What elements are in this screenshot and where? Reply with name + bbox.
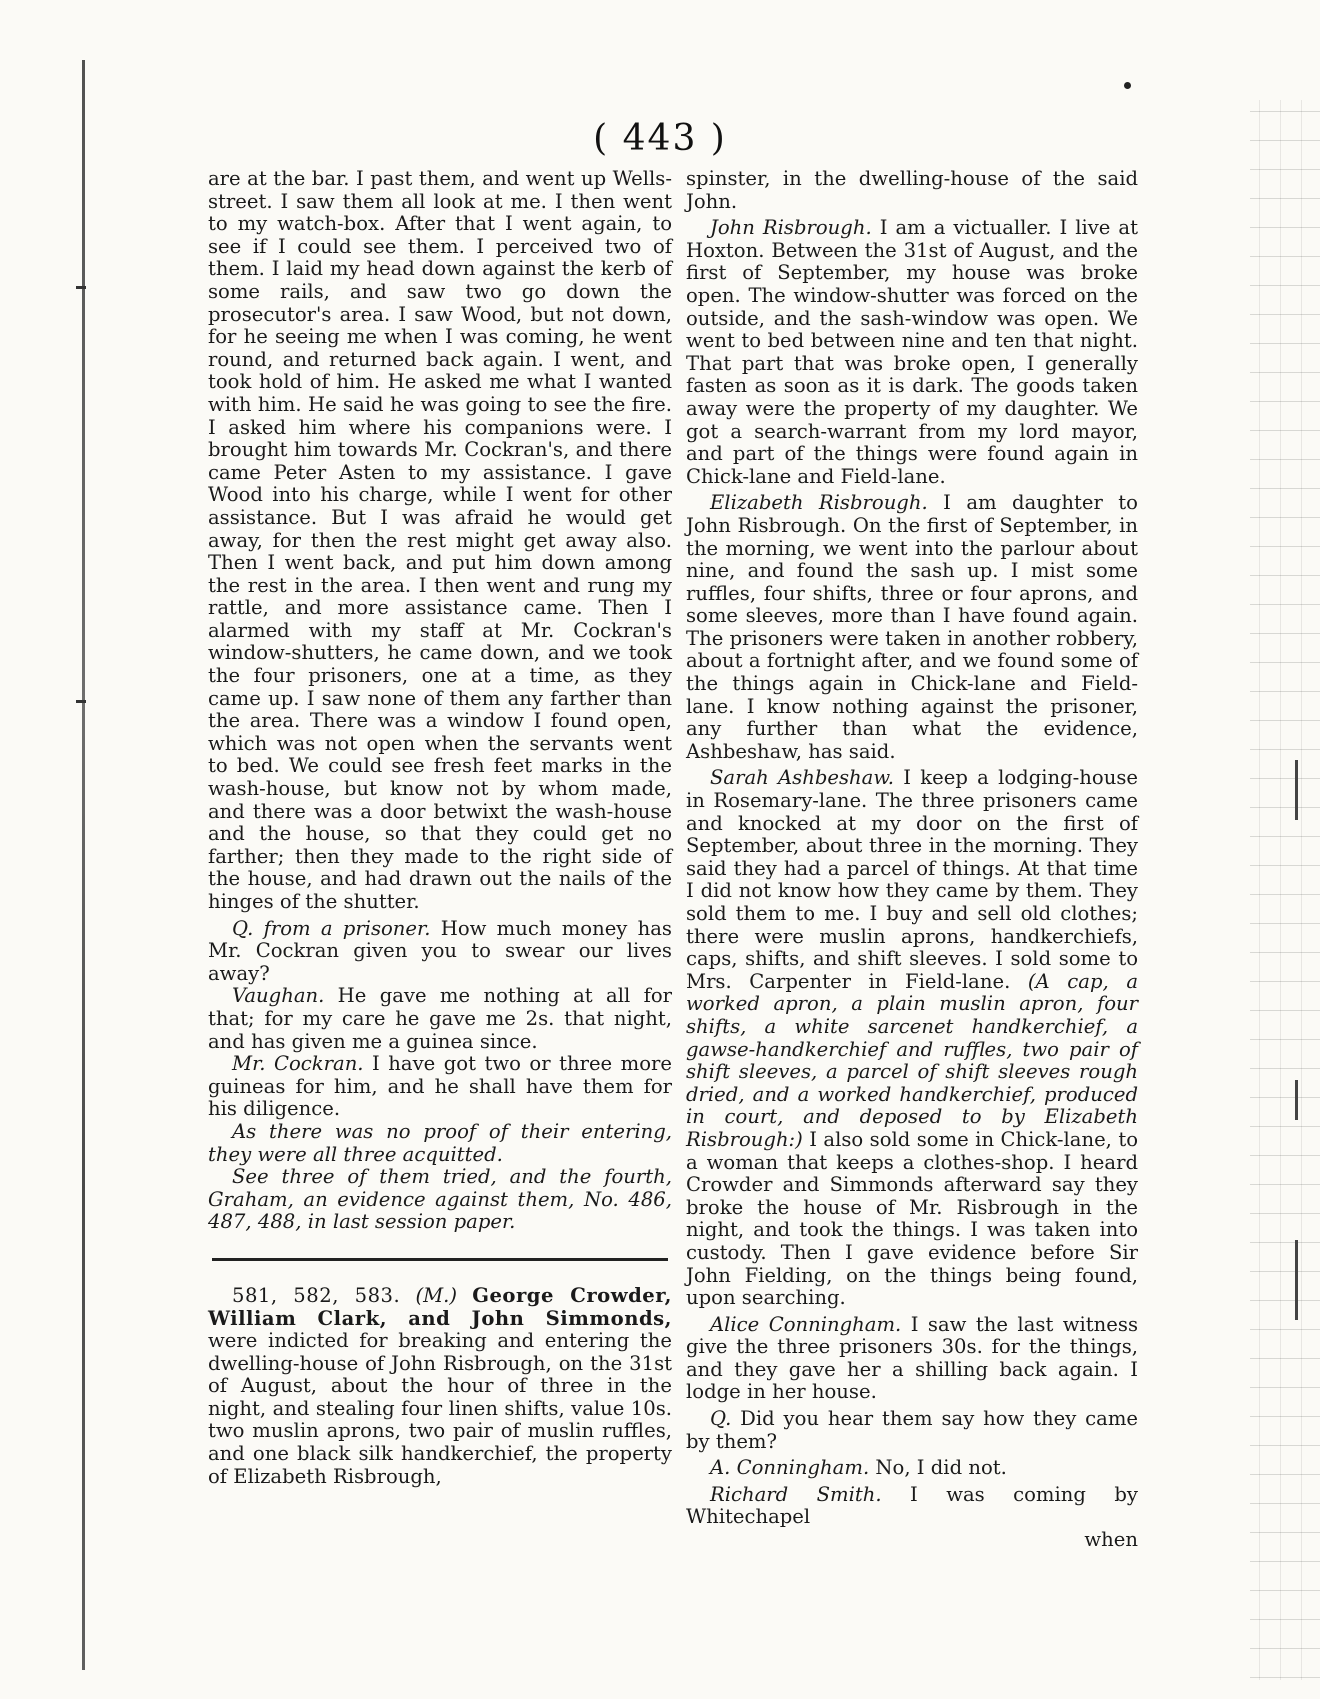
indictment-text: were indicted for breaking and entering the dwelling-house of John Risbrough, on the 31st of August, about the hour of three in the night, and stealing four linen shifts, value 10s. two muslin aprons, two pair of muslin ruffles, and one black silk handkerchief, the property of Elizabeth Risbrough, [208,1329,672,1488]
testimony-paragraph [208,918,672,986]
page-edge-scan-noise [1250,100,1320,1680]
speaker-name: John Risbrough. [710,216,872,240]
binding-shadow-line [82,60,85,1670]
catchword: when [1084,1528,1138,1552]
testimony-text: I have got two or three more guineas for him, and he shall have them for his diligence. [208,1052,672,1121]
testimony-text: I also sold some in Chick-lane, to a woman that keeps a clothes-shop. I heard Crowder and Simmonds afterward say they broke the house of Mr. Risbrough in the night, and took the things. I was taken into custody. Then I gave evidence before Sir John Fielding, on the things being found, upon searching. [686,1127,1138,1310]
testimony-text: I am a victualler. I live at Hoxton. Between the 31st of August, and the first of September, my house was broke open. The window-shutter was forced on the outside, and the sash-window was open. We went to bed between nine and ten that night. That part that was broke open, I generally fasten as soon as it is dark. The goods taken away were the property of my daughter. We got a search-warrant from my lord mayor, and part of the things were found again in Chick-lane and Field-lane. [686,216,1138,488]
testimony-text: He gave me nothing at all for that; for my care he gave me 2s. that night, and has given me a guinea since. [208,984,672,1053]
defendant-names: George Crowder, William Clark, and John Simmonds, [208,1283,672,1330]
testimony-paragraph [686,767,1138,1309]
page-edge-mark [1295,1080,1298,1120]
testimony-paragraph [208,985,672,1053]
testimony-paragraph [686,1484,1138,1529]
verdict-note: As there was no proof of their entering, they were all three acquitted. [208,1119,672,1166]
case-numbers: 581, 582, 583. [232,1283,401,1307]
testimony-text: No, I did not. [869,1456,1007,1480]
testimony-paragraph: spinster, in the dwelling-house of the said John. [686,167,1138,213]
margin-mark [76,286,86,289]
testimony-paragraph [686,217,1138,488]
exhibit-list: (A cap, a worked apron, a plain muslin apron, four shifts, a white sarcenet handkerchief, a gawse-handkerchief and ruffles, two pair of shift sleeves, a parcel of shift sleeves rough dried, and a worked handkerchief, produced in court, and deposed to by Elizabeth Risbrough:) [686,969,1138,1151]
section-divider [212,1258,668,1261]
speaker-name: Richard Smith. [710,1482,882,1506]
speaker-name: Elizabeth Risbrough. [710,491,928,515]
speaker-name: Sarah Ashbeshaw. [710,766,895,790]
testimony-text: I keep a lodging-house in Rosemary-lane. The three prisoners came and knocked at my door on the first of September, about three in the morning. They said they had a parcel of things. At that time I did not know how they came by them. They sold them to me. I buy and sell old clothes; there were muslin aprons, handkerchiefs, caps, shifts, and shift sleeves. I sold some to Mrs. Carpenter in Field-lane. [686,766,1138,993]
testimony-paragraph [686,1408,1138,1453]
testimony-paragraph [686,1457,1138,1480]
testimony-text: How much money has Mr. Cockran given you to swear our lives away? [208,916,672,985]
cross-reference-note: See three of them tried, and the fourth, Graham, an evidence against them, No. 486, 487, 488, in last session paper. [208,1165,672,1234]
speaker-name: Vaughan. [232,984,325,1008]
page-edge-mark [1295,1240,1298,1320]
testimony-paragraph [686,492,1138,763]
testimony-text: I saw the last witness give the three prisoners 30s. for the things, and they gave her a shilling back again. I lodge in her house. [686,1312,1139,1404]
testimony-paragraph [686,1314,1138,1404]
speaker-name: Alice Conningham. [710,1312,902,1336]
speaker-name: Mr. Cockran. [232,1052,364,1076]
testimony-paragraph: are at the bar. I past them, and went up Wells-street. I saw them all look at me. I then went to my watch-box. After that I went again, to see if I could see them. I perceived two of them. I laid my head down against the kerb of some rails, and saw two go down the prosecutor's area. I saw Wood, but not down, for he seeing me when I was coming, he went round, and returned back again. I went, and took hold of him. He asked me what I wanted with him. He said he was going to see the fire. I asked him where his companions were. I brought him towards Mr. Cockran's, and there came Peter Asten to my assistance. I gave Wood into his charge, while I went for other assistance. But I was afraid he would get away, for then the rest might get away also. Then I went back, and put him down among the rest in the area. I then went and rung my rattle, and more assistance came. Then I alarmed with my staff at Mr. Cockran's window-shutters, he came down, and we took the four prisoners, one at a time, as they came up. I saw none of them any farther than the area. There was a window I found open, which was not open when the servants went to bed. We could see fresh feet marks in the wash-house, but know not by whom made, and there was a door betwixt the wash-house and the house, so that they could get no farther; then they made to the right side of the house, and had drawn out the nails of the hinges of the shutter. [208,167,672,913]
margin-mark [76,700,86,703]
testimony-paragraph [208,1053,672,1121]
speaker-name: Q. [710,1407,732,1431]
testimony-text: I am daughter to John Risbrough. On the first of September, in the morning, we went into the parlour about nine, and found the sash up. I mist some ruffles, four shifts, three or four aprons, and some sleeves, more than I have found again. The prisoners were taken in another robbery, about a fortnight after, and we found some of the things again in Chick-lane and Field-lane. I know nothing against the prisoner, any further than what the evidence, Ashbeshaw, has said. [686,491,1138,763]
speaker-name: A. Conningham. [710,1456,870,1480]
indictment-paragraph [208,1285,672,1488]
testimony-text: Did you hear them say how they came by them? [686,1407,1138,1453]
speaker-name: Q. from a prisoner. [232,916,431,940]
court-marker: (M.) [415,1283,458,1307]
page-number: ( 443 ) [593,118,727,159]
ink-spot [1124,82,1131,89]
left-column [208,168,672,1488]
testimony-text: I was coming by Whitechapel [686,1482,1138,1529]
right-column [686,168,1138,1552]
page-edge-mark [1295,760,1298,820]
